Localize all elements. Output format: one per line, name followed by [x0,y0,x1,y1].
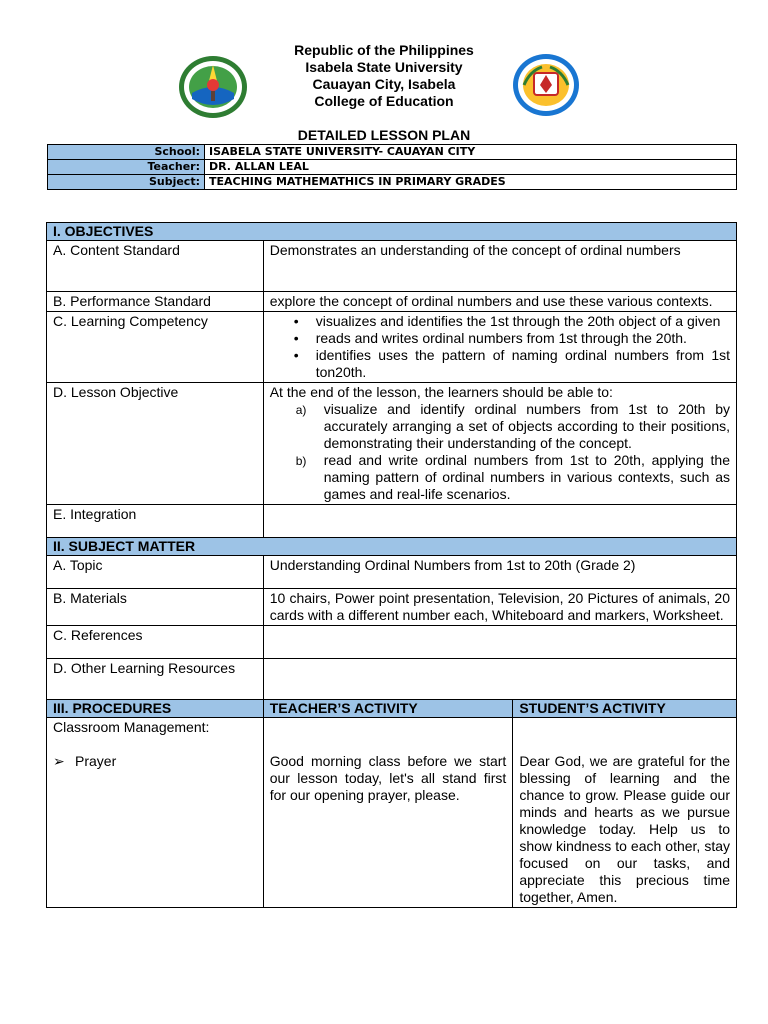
teacher-activity-heading: TEACHER’S ACTIVITY [263,700,513,718]
learning-competency-list-cell [263,312,736,383]
prayer-item [53,753,257,770]
classroom-management-cell [47,718,264,908]
student-prayer-cell [513,718,737,908]
school-label: School: [48,145,205,160]
classroom-management-label: Classroom Management: [53,719,210,735]
content-standard-row [47,241,737,292]
college-seal-logo [512,53,580,117]
school-value: ISABELA STATE UNIVERSITY- CAUAYAN CITY [205,145,737,160]
lesson-objective-cell [263,383,736,505]
info-row-teacher [48,160,737,175]
list-item: b) read and write ordinal numbers from 1st to 20th, applying the naming pattern of ordinal numbers in various contexts, such as games and real-life scenarios. [295,452,730,502]
content-standard-value: Demonstrates an understanding of the concept of ordinal numbers [263,241,736,292]
materials-row [47,589,737,626]
topic-label: A. Topic [47,556,264,589]
info-row-subject [48,175,737,190]
performance-standard-label: B. Performance Standard [47,292,264,312]
other-resources-value [263,659,736,700]
content-standard-label: A. Content Standard [47,241,264,292]
other-resources-label: D. Other Learning Resources [47,659,264,700]
other-resources-row [47,659,737,700]
list-item: • identifies uses the pattern of naming ordinal numbers from 1st ton20th. [293,347,730,380]
student-activity-heading: STUDENT’S ACTIVITY [513,700,737,718]
lesson-plan-table [46,222,737,908]
list-item: • reads and writes ordinal numbers from 1st through the 20th. [293,330,687,346]
teacher-prayer-text: Good morning class before we start our lesson today, let's all stand first for our opening prayer, please. [269,753,507,803]
document-title: DETAILED LESSON PLAN [297,127,471,143]
materials-value: 10 chairs, Power point presentation, Television, 20 Pictures of animals, 20 cards with a different number each, Whiteboard and markers, Worksheet. [263,589,736,626]
integration-label: E. Integration [47,505,264,538]
prayer-label: Prayer [75,753,117,769]
letterhead-country: Republic of the Philippines [294,42,474,58]
topic-value: Understanding Ordinal Numbers from 1st to 20th (Grade 2) [263,556,736,589]
subject-label: Subject: [48,175,205,190]
bullet-icon: • [293,347,299,363]
list-marker: a) [295,403,307,417]
learning-competency-label: C. Learning Competency [47,312,264,383]
lesson-objective-list [270,401,730,503]
bullet-icon: • [293,313,299,329]
teacher-value: DR. ALLAN LEAL [205,160,737,175]
procedures-section-header [47,700,737,718]
list-item: • visualizes and identifies the 1st through the 20th object of a given [293,313,721,329]
subject-matter-heading: II. SUBJECT MATTER [47,538,737,556]
teacher-label: Teacher: [48,160,205,175]
subject-value: TEACHING MATHEMATHICS IN PRIMARY GRADES [205,175,737,190]
letterhead [0,42,768,110]
lesson-objective-label: D. Lesson Objective [47,383,264,505]
letterhead-city: Cauayan City, Isabela [312,76,456,92]
materials-label: B. Materials [47,589,264,626]
student-prayer-text: Dear God, we are grateful for the blessing of learning and the chance to grow. Please guide our minds and hearts as we pursue knowledge today. Help us to show kindness to each other, stay focused on our tasks, and appreciate this precious time together, Amen. [519,753,730,905]
lesson-objective-intro: At the end of the lesson, the learners should be able to: [269,384,613,400]
list-marker: b) [295,454,307,468]
bullet-icon: • [293,330,299,346]
info-row-school [48,145,737,160]
procedures-heading: III. PROCEDURES [47,700,264,718]
learning-competency-row [47,312,737,383]
integration-value [263,505,736,538]
university-seal-logo [178,55,248,119]
performance-standard-value: explore the concept of ordinal numbers and use these various contexts. [263,292,736,312]
prayer-row [47,718,737,908]
integration-row [47,505,737,538]
subject-matter-section-header [47,538,737,556]
lesson-info-table [47,144,737,190]
list-item: a) visualize and identify ordinal numbers from 1st to 20th by accurately arranging a set of objects according to their positions, demonstrating their understanding of the concept. [295,401,730,451]
performance-standard-row [47,292,737,312]
references-label: C. References [47,626,264,659]
teacher-prayer-cell [263,718,513,908]
letterhead-university: Isabela State University [305,59,463,75]
letterhead-college: College of Education [314,93,454,109]
references-value [263,626,736,659]
references-row [47,626,737,659]
topic-row [47,556,737,589]
arrow-bullet-icon: ➢ [53,753,65,769]
objectives-heading: I. OBJECTIVES [47,223,737,241]
lesson-objective-row [47,383,737,505]
objectives-section-header [47,223,737,241]
learning-competency-list [270,313,730,381]
